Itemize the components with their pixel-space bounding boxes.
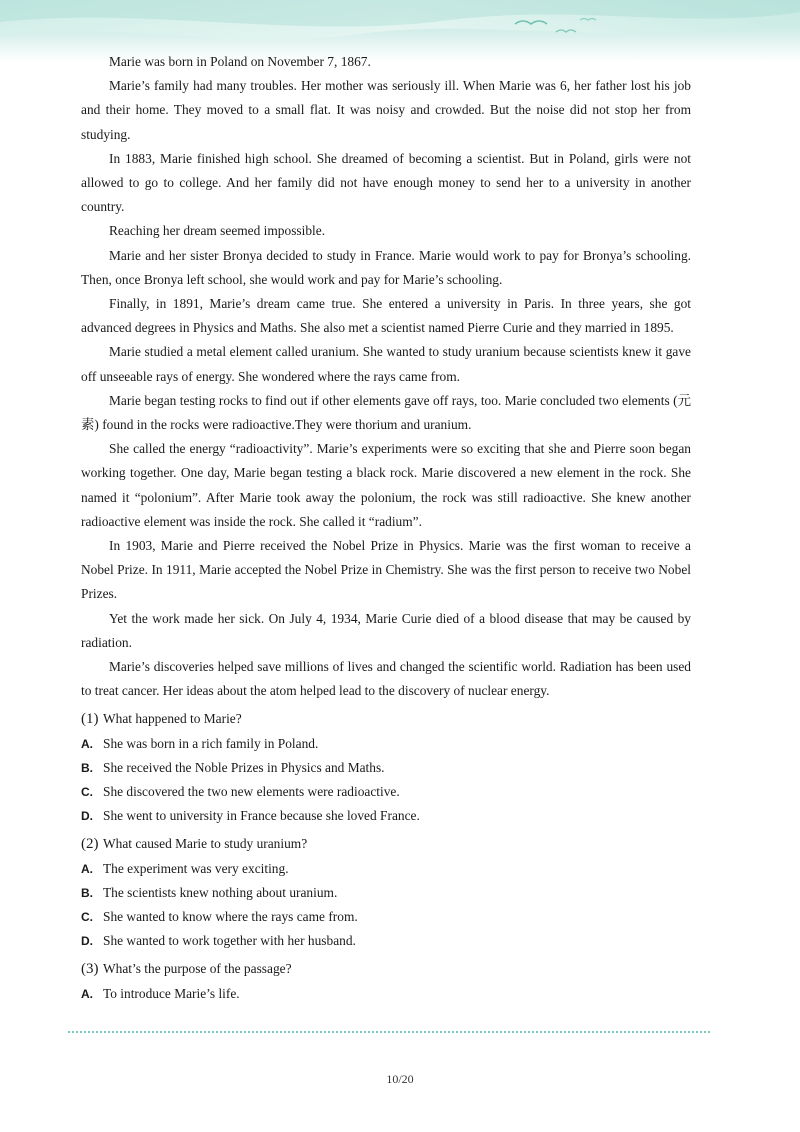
option-text: She wanted to work together with her husband.	[103, 933, 356, 949]
passage-paragraph: Finally, in 1891, Marie’s dream came true. She entered a university in Paris. In three years, she got advanced degrees in Physics and Maths. She also met a scientist named Pierre Curie and they married in 1895.	[81, 296, 691, 336]
option-text: The experiment was very exciting.	[103, 860, 289, 876]
option-text: She wanted to know where the rays came from.	[103, 908, 358, 924]
passage-paragraph: Yet the work made her sick. On July 4, 1934, Marie Curie died of a blood disease that may be caused by radiation.	[81, 610, 691, 650]
option-letter: A.	[81, 986, 93, 1001]
passage-paragraph: Marie studied a metal element called uranium. She wanted to study uranium because scientists knew it gave off unseeable rays of energy. She wondered where the rays came from.	[81, 344, 691, 384]
option-text: The scientists knew nothing about uranium.	[103, 884, 338, 900]
option-letter: D.	[81, 809, 93, 824]
option-text: To introduce Marie’s life.	[103, 985, 240, 1001]
option-text: She was born in a rich family in Poland.	[103, 735, 319, 751]
option-letter: D.	[81, 934, 93, 949]
option-letter: B.	[81, 885, 93, 900]
passage-content	[81, 50, 691, 1006]
answer-option[interactable]	[81, 780, 691, 804]
option-text: She went to university in France because she loved France.	[103, 808, 420, 824]
question-stem	[81, 957, 691, 981]
option-text: She discovered the two new elements were radioactive.	[103, 784, 400, 800]
answer-option[interactable]	[81, 732, 691, 756]
passage-paragraph: In 1883, Marie finished high school. She dreamed of becoming a scientist. But in Poland, girls were not allowed to go to college. And her family did not have enough money to send her to a university in another country.	[81, 150, 691, 215]
footer-divider	[68, 1031, 710, 1033]
option-letter: A.	[81, 736, 93, 751]
answer-option[interactable]	[81, 982, 691, 1006]
question-number: (1)	[81, 711, 99, 728]
option-letter: C.	[81, 785, 93, 800]
question-number: (2)	[81, 836, 99, 853]
question-2	[81, 832, 691, 953]
question-text: What happened to Marie?	[103, 711, 242, 727]
page-number: 10/20	[386, 1072, 414, 1086]
answer-option[interactable]	[81, 857, 691, 881]
answer-option[interactable]	[81, 905, 691, 929]
question-stem	[81, 832, 691, 856]
passage-paragraph: Marie was born in Poland on November 7, 1867.	[109, 54, 371, 69]
question-3	[81, 957, 691, 1005]
passage-paragraph: Marie and her sister Bronya decided to study in France. Marie would work to pay for Bronya’s schooling. Then, once Bronya left school, she would work and pay for Marie’s schooling.	[81, 247, 691, 287]
passage-paragraph: She called the energy “radioactivity”. Marie’s experiments were so exciting that she and Pierre soon began working together. One day, Marie began testing a black rock. Marie discovered a new element in the rock. She named it “polonium”. After Marie took away the polonium, the rock was still radioactive. She knew another radioactive element was inside the rock. She called it “radium”.	[81, 441, 691, 529]
answer-option[interactable]	[81, 756, 691, 780]
option-text: She received the Noble Prizes in Physics and Maths.	[103, 759, 385, 775]
answer-option[interactable]	[81, 881, 691, 905]
question-number: (3)	[81, 961, 99, 978]
question-1	[81, 707, 691, 828]
option-letter: A.	[81, 861, 93, 876]
passage-paragraph: Reaching her dream seemed impossible.	[109, 223, 326, 239]
question-stem	[81, 707, 691, 731]
passage-paragraph: In 1903, Marie and Pierre received the Nobel Prize in Physics. Marie was the first woman to receive a Nobel Prize. In 1911, Marie accepted the Nobel Prize in Chemistry. She was the first person to receive two Nobel Prizes.	[81, 538, 691, 602]
passage-paragraph: Marie began testing rocks to find out if other elements gave off rays, too. Marie concluded two elements (元素) found in the rocks were radioactive.They were thorium and uranium.	[81, 392, 691, 433]
question-text: What’s the purpose of the passage?	[103, 961, 292, 977]
passage-paragraph: Marie’s family had many troubles. Her mother was seriously ill. When Marie was 6, her father lost his job and their home. They moved to a small flat. It was noisy and crowded. But the noise did not stop her from studying.	[81, 78, 691, 142]
question-text: What caused Marie to study uranium?	[103, 836, 308, 852]
passage-paragraph: Marie’s discoveries helped save millions of lives and changed the scientific world. Radiation has been used to treat cancer. Her ideas about the atom helped lead to the discovery of nuclear energy.	[81, 659, 691, 699]
option-letter: C.	[81, 909, 93, 924]
answer-option[interactable]	[81, 804, 691, 828]
answer-option[interactable]	[81, 929, 691, 953]
option-letter: B.	[81, 760, 93, 775]
